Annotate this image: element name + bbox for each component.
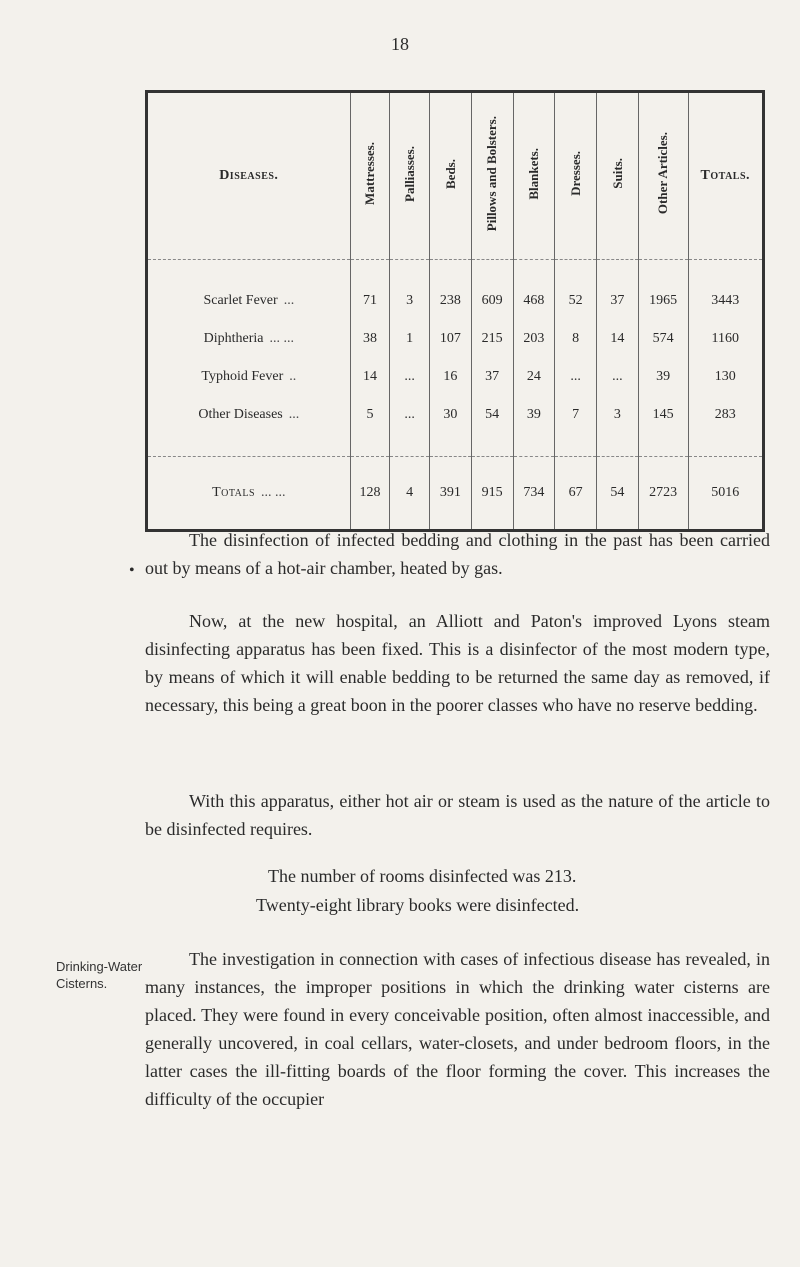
table-row [147,260,764,321]
total-palliasses: 4 [390,457,430,531]
row-disease-label: Other Diseases ... [198,407,300,422]
cell-totals: 1160 [688,320,763,358]
table-header-row [147,92,764,260]
col-totals: Totals. [688,92,763,260]
cell-palliasses: 1 [390,320,430,358]
bullet-mark: • [129,562,135,579]
total-beds: 391 [430,457,472,531]
col-dresses: Dresses. [555,92,597,260]
row-disease-label: Typhoid Fever .. [201,369,297,384]
cell-blankets: 39 [513,396,555,457]
cell-dresses: 7 [555,396,597,457]
cell-totals: 3443 [688,260,763,321]
total-other-articles: 2723 [638,457,688,531]
cell-pillows: 37 [471,358,513,396]
cell-palliasses: 3 [390,260,430,321]
col-suits: Suits. [596,92,638,260]
cell-beds: 238 [430,260,472,321]
table-row [147,396,764,457]
col-blankets: Blankets. [513,92,555,260]
cell-dresses: 52 [555,260,597,321]
cell-mattresses: 38 [350,320,390,358]
cell-mattresses: 71 [350,260,390,321]
cell-dresses: ... [555,358,597,396]
col-other-articles: Other Articles. [638,92,688,260]
cell-suits: 37 [596,260,638,321]
row-disease-label: Diphtheria ... ... [203,331,294,346]
page-number: 18 [391,34,409,54]
table-row [147,358,764,396]
margin-note-drinking-water: Drinking-Water Cisterns. [56,959,143,991]
cell-other-articles: 574 [638,320,688,358]
cell-suits: 3 [596,396,638,457]
cell-pillows: 609 [471,260,513,321]
line-rooms-disinfected: The number of rooms disinfected was 213. [268,866,577,886]
cell-mattresses: 14 [350,358,390,396]
cell-palliasses: ... [390,358,430,396]
total-pillows: 915 [471,457,513,531]
total-suits: 54 [596,457,638,531]
cell-other-articles: 39 [638,358,688,396]
cell-dresses: 8 [555,320,597,358]
total-mattresses: 128 [350,457,390,531]
col-palliasses: Palliasses. [390,92,430,260]
cell-totals: 130 [688,358,763,396]
cell-beds: 30 [430,396,472,457]
totals-row [147,457,764,531]
line-library-books: Twenty-eight library books were disinfected. [256,895,580,915]
disinfection-table [145,90,765,532]
cell-other-articles: 1965 [638,260,688,321]
row-disease-label: Scarlet Fever ... [203,293,295,308]
col-pillows: Pillows and Bolsters. [471,92,513,260]
cell-beds: 107 [430,320,472,358]
total-grand: 5016 [688,457,763,531]
cell-pillows: 54 [471,396,513,457]
disinfection-table-wrapper [145,90,765,532]
total-blankets: 734 [513,457,555,531]
cell-pillows: 215 [471,320,513,358]
paragraph-hot-air-or-steam: With this apparatus, either hot air or steam is used as the nature of the article to be disinfected requires. [145,791,770,839]
cell-blankets: 203 [513,320,555,358]
cell-other-articles: 145 [638,396,688,457]
total-dresses: 67 [555,457,597,531]
cell-blankets: 24 [513,358,555,396]
col-beds: Beds. [430,92,472,260]
col-diseases: Diseases. [147,92,351,260]
cell-blankets: 468 [513,260,555,321]
cell-suits: 14 [596,320,638,358]
totals-label: Totals ... ... [147,457,351,531]
paragraph-drinking-water-cisterns: The investigation in connection with cases of infectious disease has revealed, in many instances, the improper positions in which the drinking water cisterns are placed. They were found in every conceivable position, often almost inaccessible, and generally uncovered, in coal cellars, water-closets, and under bedroom floors, in the latter cases the ill-fitting boards of the floor forming the cover. This increases the difficulty of the occupier [145,949,770,1109]
cell-mattresses: 5 [350,396,390,457]
col-mattresses: Mattresses. [350,92,390,260]
cell-suits: ... [596,358,638,396]
cell-totals: 283 [688,396,763,457]
cell-beds: 16 [430,358,472,396]
table-row [147,320,764,358]
cell-palliasses: ... [390,396,430,457]
paragraph-hot-air-chamber: The disinfection of infected bedding and clothing in the past has been carried out by means of a hot-air chamber, heated by gas. [145,530,770,578]
paragraph-steam-apparatus: Now, at the new hospital, an Alliott and Paton's improved Lyons steam disinfecting apparatus has been fixed. This is a disinfector of the most modern type, by means of which it will enable bedding to be returned the same day as removed, if necessary, this being a great boon in the poorer classes who have no reserve bedding. [145,611,770,715]
